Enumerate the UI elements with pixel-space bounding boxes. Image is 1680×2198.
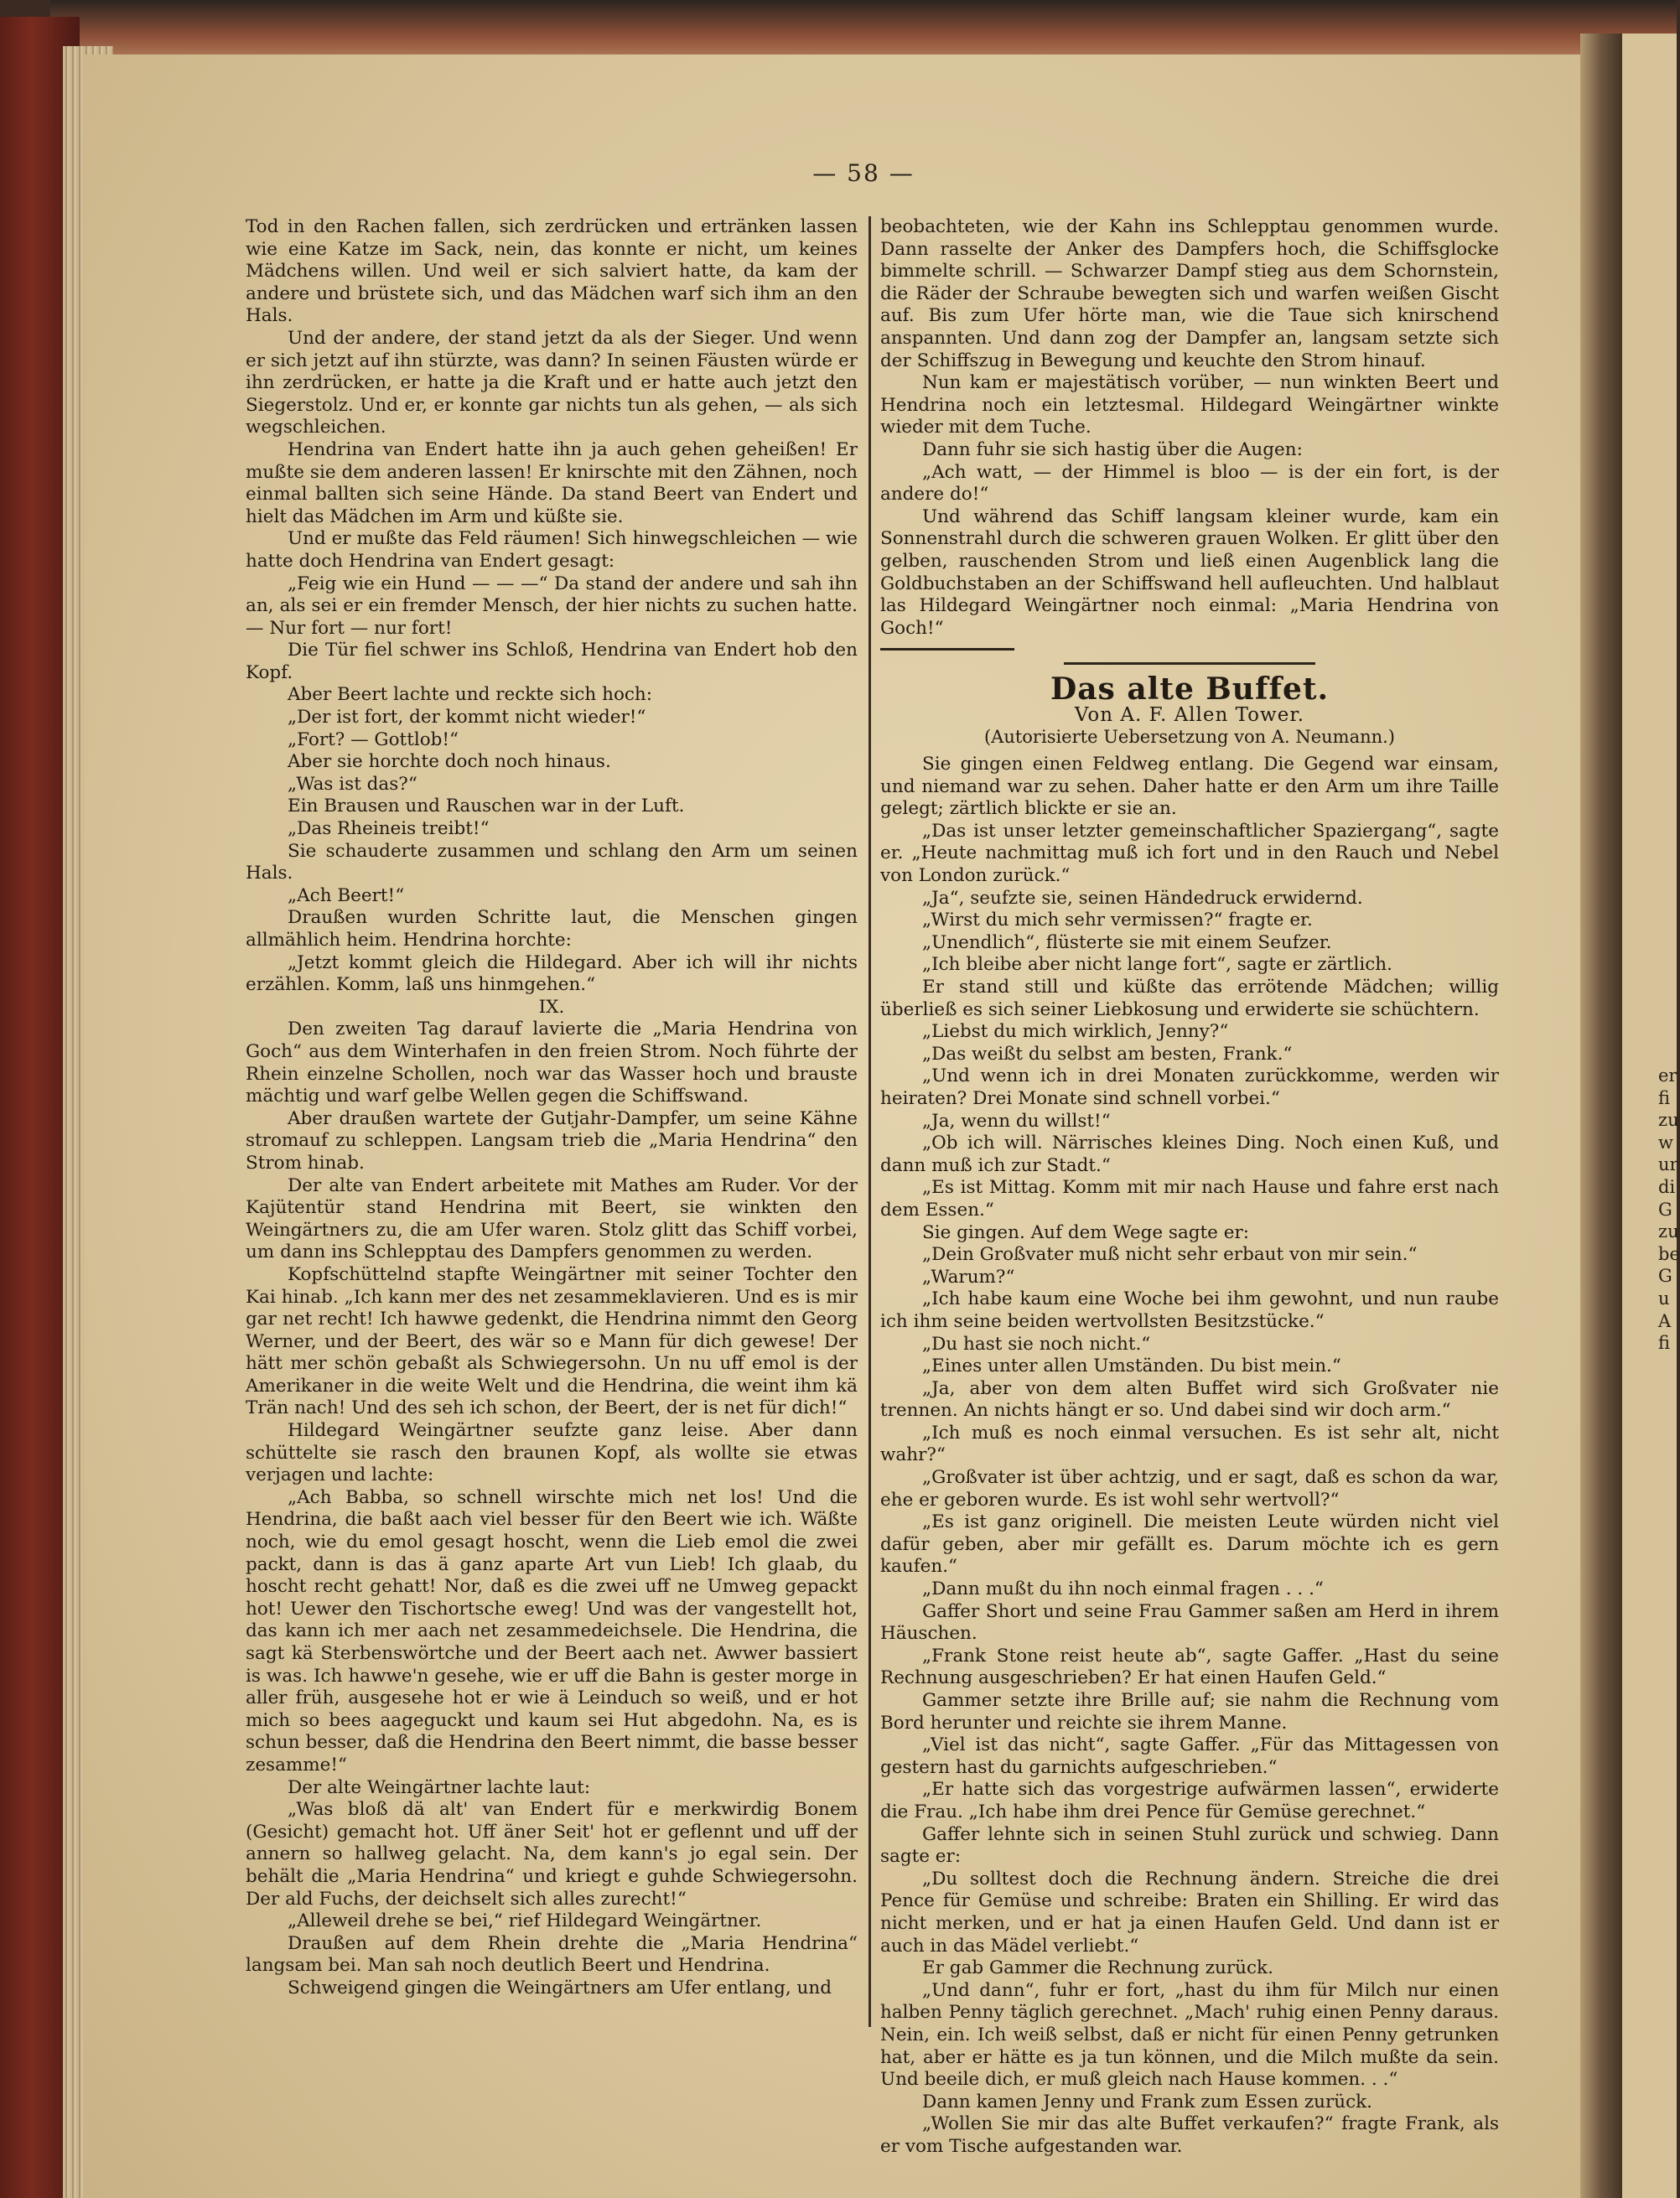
facing-page-fragment: fi [1658, 1087, 1671, 1108]
paragraph: „Großvater ist über achtzig, und er sagt, daß es schon da war, ehe er geboren wurde. Es ist wohl sehr wertvoll?“ [880, 1467, 1499, 1511]
paragraph: Draußen auf dem Rhein drehte die „Maria Hendrina“ langsam bei. Man sah noch deutlich Beert und Hendrina. [246, 1932, 858, 1977]
chapter-heading: IX. [538, 996, 565, 1018]
paragraph: Aber draußen wartete der Gutjahr-Dampfer, um seine Kähne stromauf zu schleppen. Langsam trieb die „Maria Hendrina“ den Strom hinab. [246, 1107, 858, 1174]
facing-page-fragment: be [1658, 1243, 1680, 1264]
paragraph: Draußen wurden Schritte laut, die Menschen gingen allmählich heim. Hendrina horchte: [246, 907, 858, 951]
paragraph: Kopfschüttelnd stapfte Weingärtner mit seiner Tochter den Kai hinab. „Ich kann mer des net zesammeklavieren. Und es is mir gar net recht! Ich hawwe gedenkt, die Hendrina nimmt den Georg Werner, und der Beert, des wär so e Mann für dich gewese! Der hätt mer schön gebaßt als Schwiegersohn. Un nu uff emol is der Amerikaner in die weite Welt und die Hendrina, die weint ihm kä Trän nach! Und des seh ich schon, der Beert, der is net für dich!“ [246, 1263, 858, 1419]
facing-page-fragment: G [1658, 1266, 1672, 1287]
paragraph: „Was ist das?“ [288, 773, 417, 795]
paragraph: „Fort? — Gottlob!“ [288, 728, 459, 750]
paragraph: Hildegard Weingärtner seufzte ganz leise. Aber dann schüttelte sie rasch den braunen Kopf, als wollte sie etwas verjagen und lachte: [246, 1420, 858, 1486]
paragraph: Ein Brausen und Rauschen war in der Luft. [288, 796, 685, 817]
paragraph: „Warum?“ [922, 1266, 1015, 1288]
paragraph: Er stand still und küßte das errötende Mädchen; willig überließ es sich seiner Liebkosung und erwiderte sie schüchtern. [880, 977, 1499, 1020]
paragraph: Und der andere, der stand jetzt da als der Sieger. Und wenn er sich jetzt auf ihn stürzte, was dann? In seinen Fäusten würde er ihn zerdrücken, er hatte ja die Kraft und er hatte auch jetzt den Siegerstolz. Und er, er konnte gar nichts tun als gehen, — als sich wegschleichen. [246, 327, 858, 438]
story-title: Das alte Buffet. [1050, 671, 1330, 708]
column-divider [869, 216, 871, 2027]
section-end-rule [880, 648, 1014, 651]
paragraph: „Eines unter allen Umständen. Du bist mein.“ [922, 1356, 1341, 1377]
paragraph: Den zweiten Tag darauf lavierte die „Maria Hendrina von Goch“ aus dem Winterhafen in den freien Strom. Noch führte der Rhein einzelne Schollen, noch war das Wasser hoch und brauste mächtig und warf gelbe Wellen gegen die Schiffswand. [246, 1019, 858, 1107]
paragraph: „Viel ist das nicht“, sagte Gaffer. „Für das Mittagessen von gestern hast du garnichts aufgeschrieben.“ [880, 1734, 1499, 1778]
facing-page-fragment: A [1658, 1310, 1672, 1331]
paragraph: „Und wenn ich in drei Monaten zurückkomme, werden wir heiraten? Drei Monate sind schnell vorbei.“ [880, 1065, 1499, 1109]
paragraph: „Dann mußt du ihn noch einmal fragen . . .“ [922, 1579, 1324, 1600]
paragraph: „Das ist unser letzter gemeinschaftlicher Spaziergang“, sagte er. „Heute nachmittag muß ich fort und in den Rauch und Nebel von London zurück.“ [880, 820, 1499, 887]
paragraph: Die Tür fiel schwer ins Schloß, Hendrina van Endert hob den Kopf. [246, 640, 858, 683]
paragraph: Der alte Weingärtner lachte laut: [288, 1776, 591, 1798]
paragraph: Dann kamen Jenny und Frank zum Essen zurück. [922, 2091, 1373, 2112]
right-column [880, 216, 1499, 2158]
paragraph: „Feig wie ein Hund — — —“ Da stand der andere und sah ihn an, als sei er ein fremder Mensch, der hier nichts zu suchen hatte. — Nur fort — nur fort! [246, 573, 858, 639]
facing-page-fragment: fi [1658, 1333, 1671, 1354]
paragraph: beobachteten, wie der Kahn ins Schlepptau genommen wurde. Dann rasselte der Anker des Dampfers hoch, die Schiffsglocke bimmelte schrill. — Schwarzer Dampf stieg aus dem Schornstein, die Räder der Schraube bewegten sich und warfen weißen Gischt auf. Bis zum Ufer hörte man, wie die Taue sich knirschend anspannten. Und dann zog der Dampfer an, langsam setzte sich der Schiffszug in Bewegung und keuchte den Strom hinauf. [880, 216, 1499, 371]
paragraph: Sie gingen. Auf dem Wege sagte er: [922, 1221, 1249, 1243]
paragraph: „Das weißt du selbst am besten, Frank.“ [922, 1043, 1293, 1065]
paragraph: Gaffer lehnte sich in seinen Stuhl zurück und schwieg. Dann sagte er: [880, 1823, 1499, 1868]
paragraph: „Jetzt kommt gleich die Hildegard. Aber ich will ihr nichts erzählen. Komm, laß uns hinmgehen.“ [246, 951, 858, 996]
paragraph: Gammer setzte ihre Brille auf; sie nahm die Rechnung vom Bord herunter und reichte sie ihrem Manne. [880, 1690, 1499, 1734]
paragraph: „Ob ich will. Närrisches kleines Ding. Noch einen Kuß, und dann muß ich zur Stadt.“ [880, 1133, 1499, 1176]
paragraph: „Unendlich“, flüsterte sie mit einem Seufzer. [922, 931, 1332, 953]
paragraph: Aber Beert lachte und reckte sich hoch: [288, 684, 653, 706]
paragraph: „Ich habe kaum eine Woche bei ihm gewohnt, und nun raube ich ihm seine beiden wertvollsten Besitzstücke.“ [880, 1288, 1499, 1332]
story-body [880, 754, 1499, 2158]
paragraph: „Wollen Sie mir das alte Buffet verkaufen?“ fragte Frank, als er vom Tische aufgestanden war. [880, 2113, 1499, 2157]
paragraph: „Ach Beert!“ [288, 884, 405, 906]
facing-page-fragment: zu [1658, 1221, 1679, 1242]
facing-page-fragment: u [1658, 1288, 1670, 1309]
paragraph: „Dein Großvater muß nicht sehr erbaut von mir sein.“ [922, 1244, 1418, 1266]
paragraph: Schweigend gingen die Weingärtners am Ufer entlang, und [288, 1977, 832, 1998]
story-byline: Von A. F. Allen Tower. [1074, 703, 1305, 726]
paragraph: Gaffer Short und seine Frau Gammer saßen am Herd in ihrem Häuschen. [880, 1600, 1499, 1645]
paragraph: „Alleweil drehe se bei,“ rief Hildegard Weingärtner. [288, 1910, 762, 1932]
paragraph: „Wirst du mich sehr vermissen?“ fragte er. [922, 910, 1313, 931]
facing-page-fragment: er [1658, 1065, 1677, 1086]
paragraph: „Ich muß es noch einmal versuchen. Es ist sehr alt, nicht wahr?“ [880, 1422, 1499, 1466]
title-rule [1064, 662, 1315, 665]
paragraph: Dann fuhr sie sich hastig über die Augen: [922, 438, 1303, 460]
book-top-edge [50, 0, 1677, 59]
paragraph: Und während das Schiff langsam kleiner wurde, kam ein Sonnenstrahl durch die schweren grauen Wolken. Er glitt über den gelben, rauschenden Strom und ließ einen Augenblick lang die Goldbuchstaben an der Schiffswand hell aufleuchten. Und halblaut las Hildegard Weingärtner noch einmal: „Maria Hendrina von Goch!“ [880, 505, 1499, 639]
paragraph: Der alte van Endert arbeitete mit Mathes am Ruder. Vor der Kajütentür stand Hendrina mit Beert, sie winkten den Weingärtners zu, die am Ufer waren. Stolz glitt das Schiff vorbei, um dann ins Schlepptau des Dampfers genommen zu werden. [246, 1174, 858, 1263]
facing-page-text-fragments [1658, 1065, 1680, 1355]
paragraph: „Ja“, seufzte sie, seinen Händedruck erwidernd. [922, 887, 1363, 909]
facing-page-fragment: ur [1658, 1154, 1678, 1175]
serial-continuation [880, 216, 1499, 640]
paragraph: „Ach Babba, so schnell wirschte mich net los! Und die Hendrina, die baßt aach viel besser für den Beert wie ich. Wäßte noch, wie du emol gesagt hoscht, wenn die Lieb emol die zwei packt, dann is das ä ganz aparte Art vun Lieb! Ich glaab, du hoscht recht gehatt! Nor, daß es die zwei uff ne Umweg gepackt hot! Uewer den Tischortsche eweg! Und was der vangestellt hot, das kann ich mer aach net zesammedeichsele. Die Hendrina, die sagt kä Sterbenswörtche und der Beert aach net. Awwer bassiert is was. Ich hawwe'n gesehe, wie er uff die Bahn is gester morge in aller früh, ausgesehe hot er wie ä Leinduch so weiß, und er hot mich so bees aageguckt und kaum sei Hut abgedohn. Na, es is schun besser, daß die Hendrina den Beert nimmt, die basse besser zesamme!“ [246, 1486, 858, 1776]
paragraph: Sie schauderte zusammen und schlang den Arm um seinen Hals. [246, 840, 858, 884]
paragraph: Und er mußte das Feld räumen! Sich hinwegschleichen — wie hatte doch Hendrina van Endert gesagt: [246, 528, 858, 572]
paragraph: „Liebst du mich wirklich, Jenny?“ [922, 1021, 1229, 1043]
paragraph: Er gab Gammer die Rechnung zurück. [922, 1957, 1273, 1979]
paragraph: „Das Rheineis treibt!“ [288, 818, 490, 840]
paragraph: „Ja, wenn du willst!“ [922, 1110, 1111, 1132]
paragraph: „Und dann“, fuhr er fort, „hast du ihm für Milch nur einen halben Penny täglich gerechnet. „Mach' ruhig einen Penny daraus. Nein, ein. Ich weiß selbst, daß er nicht für einen Penny getrunken hat, aber er hätte es ja tun können, und die Milch mußte da sein. Und beeile dich, er muß gleich nach Hause kommen. . .“ [880, 1979, 1499, 2091]
left-column [246, 216, 858, 2000]
page-number: — 58 — [812, 159, 915, 187]
facing-page-fragment: di [1658, 1176, 1676, 1197]
paragraph: „Der ist fort, der kommt nicht wieder!“ [288, 707, 646, 728]
paragraph: „Ja, aber von dem alten Buffet wird sich Großvater nie trennen. An nichts hängt er so. Und dabei sind wir doch arm.“ [880, 1377, 1499, 1422]
facing-page-fragment: G [1658, 1199, 1672, 1220]
paragraph: Sie gingen einen Feldweg entlang. Die Gegend war einsam, und niemand war zu sehen. Daher hatte er den Arm um ihre Taille gelegt; zärtlich blickte er sie an. [880, 754, 1499, 820]
facing-page-fragment: zu [1658, 1110, 1679, 1131]
paragraph: „Es ist ganz originell. Die meisten Leute würden nicht viel dafür geben, aber mir gefällt es. Darum möchte ich es gern kaufen.“ [880, 1511, 1499, 1578]
paragraph: „Was bloß dä alt' van Endert für e merkwirdig Bonem (Gesicht) gemacht hot. Uff äner Seit' hot er geflennt und uff der annern so hallweg gelacht. Na, dem kann's jo egal sein. Der behält die „Maria Hendrina“ und kriegt e guhde Schwiegersohn. Der ald Fuchs, der deichselt sich alles zurecht!“ [246, 1799, 858, 1910]
paragraph: „Es ist Mittag. Komm mit mir nach Hause und fahre erst nach dem Essen.“ [880, 1177, 1499, 1221]
paragraph: „Du hast sie noch nicht.“ [922, 1333, 1151, 1355]
paragraph: „Er hatte sich das vorgestrige aufwärmen lassen“, erwiderte die Frau. „Ich habe ihm drei Pence für Gemüse gerechnet.“ [880, 1779, 1499, 1822]
paragraph: „Du solltest doch die Rechnung ändern. Streiche die drei Pence für Gemüse und schreibe: Braten ein Shilling. Er wird das nicht merken, und er hat ja einen Haufen Geld. Und dann ist er auch in das Mädel verliebt.“ [880, 1868, 1499, 1957]
facing-page-fragment: w [1658, 1132, 1673, 1153]
paragraph: „Frank Stone reist heute ab“, sagte Gaffer. „Hast du seine Rechnung ausgeschrieben? Er hat einen Haufen Geld.“ [880, 1645, 1499, 1689]
paragraph: Hendrina van Endert hatte ihn ja auch gehen geheißen! Er mußte sie dem anderen lassen! Er knirschte mit den Zähnen, noch einmal ballten sich seine Hände. Da stand Beert van Endert und hielt das Mädchen im Arm und küßte sie. [246, 438, 858, 527]
paragraph: „Ich bleibe aber nicht lange fort“, sagte er zärtlich. [922, 954, 1392, 976]
book-gutter [1580, 34, 1626, 2198]
paragraph: Nun kam er majestätisch vorüber, — nun winkten Beert und Hendrina noch ein letztesmal. Hildegard Weingärtner winkte wieder mit dem Tuche. [880, 372, 1499, 438]
paragraph: „Ach watt, — der Himmel is bloo — is der ein fort, is der andere do!“ [880, 461, 1499, 505]
paragraph: Aber sie horchte doch noch hinaus. [288, 751, 611, 773]
paragraph: Tod in den Rachen fallen, sich zerdrücken und ertränken lassen wie eine Katze im Sack, nein, das konnte er nicht, um keines Mädchens willen. Und weil er sich salviert hatte, da kam der andere und brüstete sich, und das Mädchen warf sich ihm an den Hals. [246, 216, 858, 327]
translation-note: (Autorisierte Uebersetzung von A. Neumann.) [983, 727, 1396, 748]
